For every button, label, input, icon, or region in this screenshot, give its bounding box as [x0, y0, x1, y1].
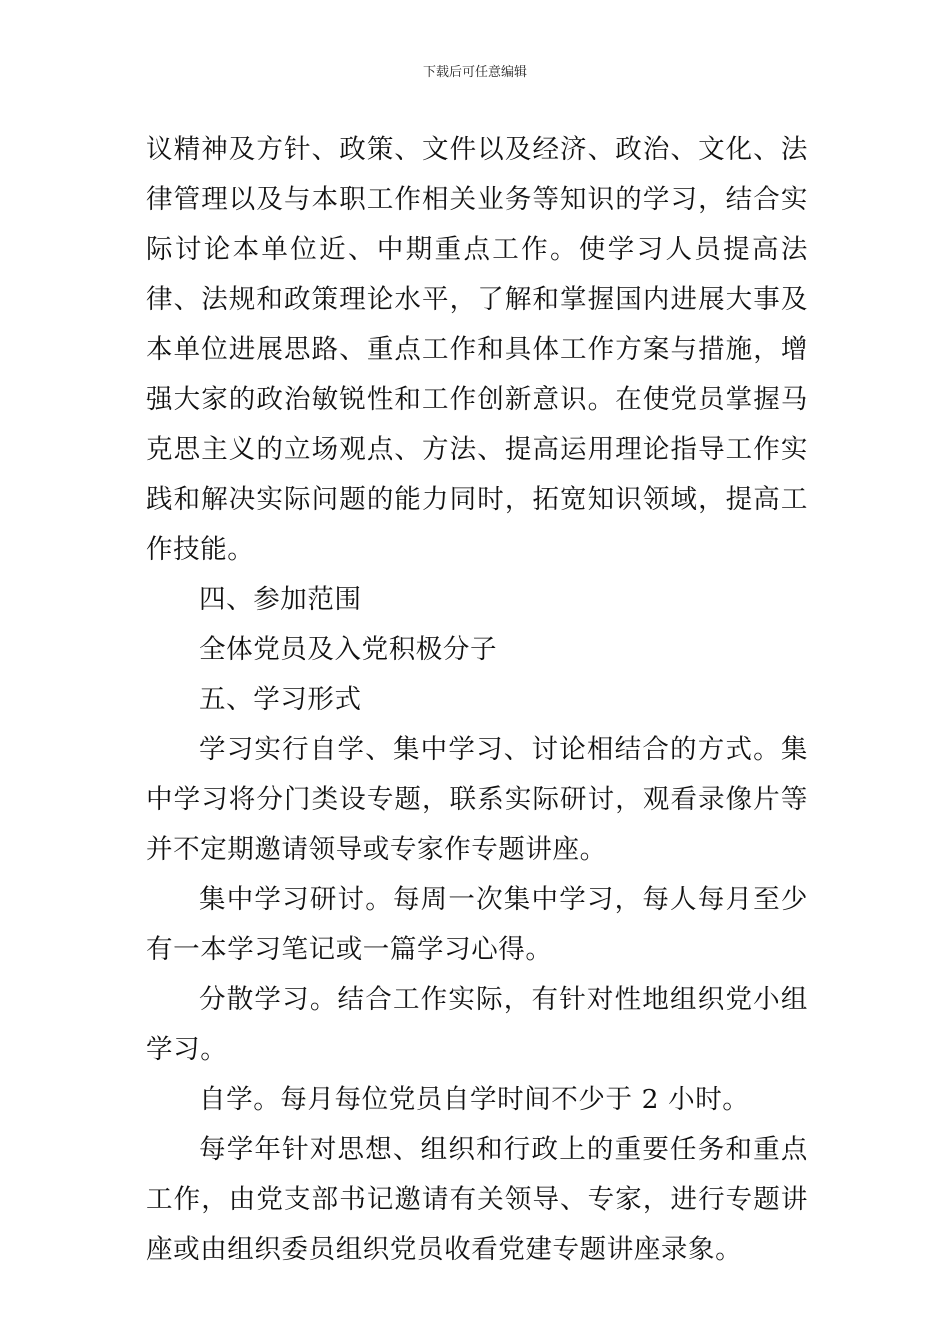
paragraph-dispersed-study: 分散学习。结合工作实际，有针对性地组织党小组学习。 — [146, 984, 808, 1065]
page-header: 下载后可任意编辑 — [422, 65, 527, 80]
paragraph-group-study: 集中学习研讨。每周一次集中学习，每人每月至少有一本学习笔记或一篇学习心得。 — [146, 884, 808, 965]
section-heading-participation-scope: 四、参加范围 — [199, 584, 362, 615]
paragraph-participants: 全体党员及入党积极分子 — [199, 634, 498, 665]
paragraph-self-study: 自学。每月每位党员自学时间不少于 2 小时。 — [199, 1084, 750, 1115]
document-body — [146, 125, 808, 1275]
paragraph-study-methods: 学习实行自学、集中学习、讨论相结合的方式。集中学习将分门类设专题，联系实际研讨，观看录像片等并不定期邀请领导或专家作专题讲座。 — [146, 734, 808, 865]
section-heading-study-form: 五、学习形式 — [199, 684, 362, 715]
paragraph-continued-study-content: 议精神及方针、政策、文件以及经济、政治、文化、法律管理以及与本职工作相关业务等知识的学习，结合实际讨论本单位近、中期重点工作。使学习人员提高法律、法规和政策理论水平，了解和掌握国内进展大事及本单位进展思路、重点工作和具体工作方案与措施，增强大家的政治敏锐性和工作创新意识。在使党员掌握马克思主义的立场观点、方法、提高运用理论指导工作实践和解决实际问题的能力同时，拓宽知识领域，提高工作技能。 — [146, 134, 808, 565]
paragraph-lectures: 每学年针对思想、组织和行政上的重要任务和重点工作，由党支部书记邀请有关领导、专家，进行专题讲座或由组织委员组织党员收看党建专题讲座录象。 — [146, 1134, 808, 1265]
